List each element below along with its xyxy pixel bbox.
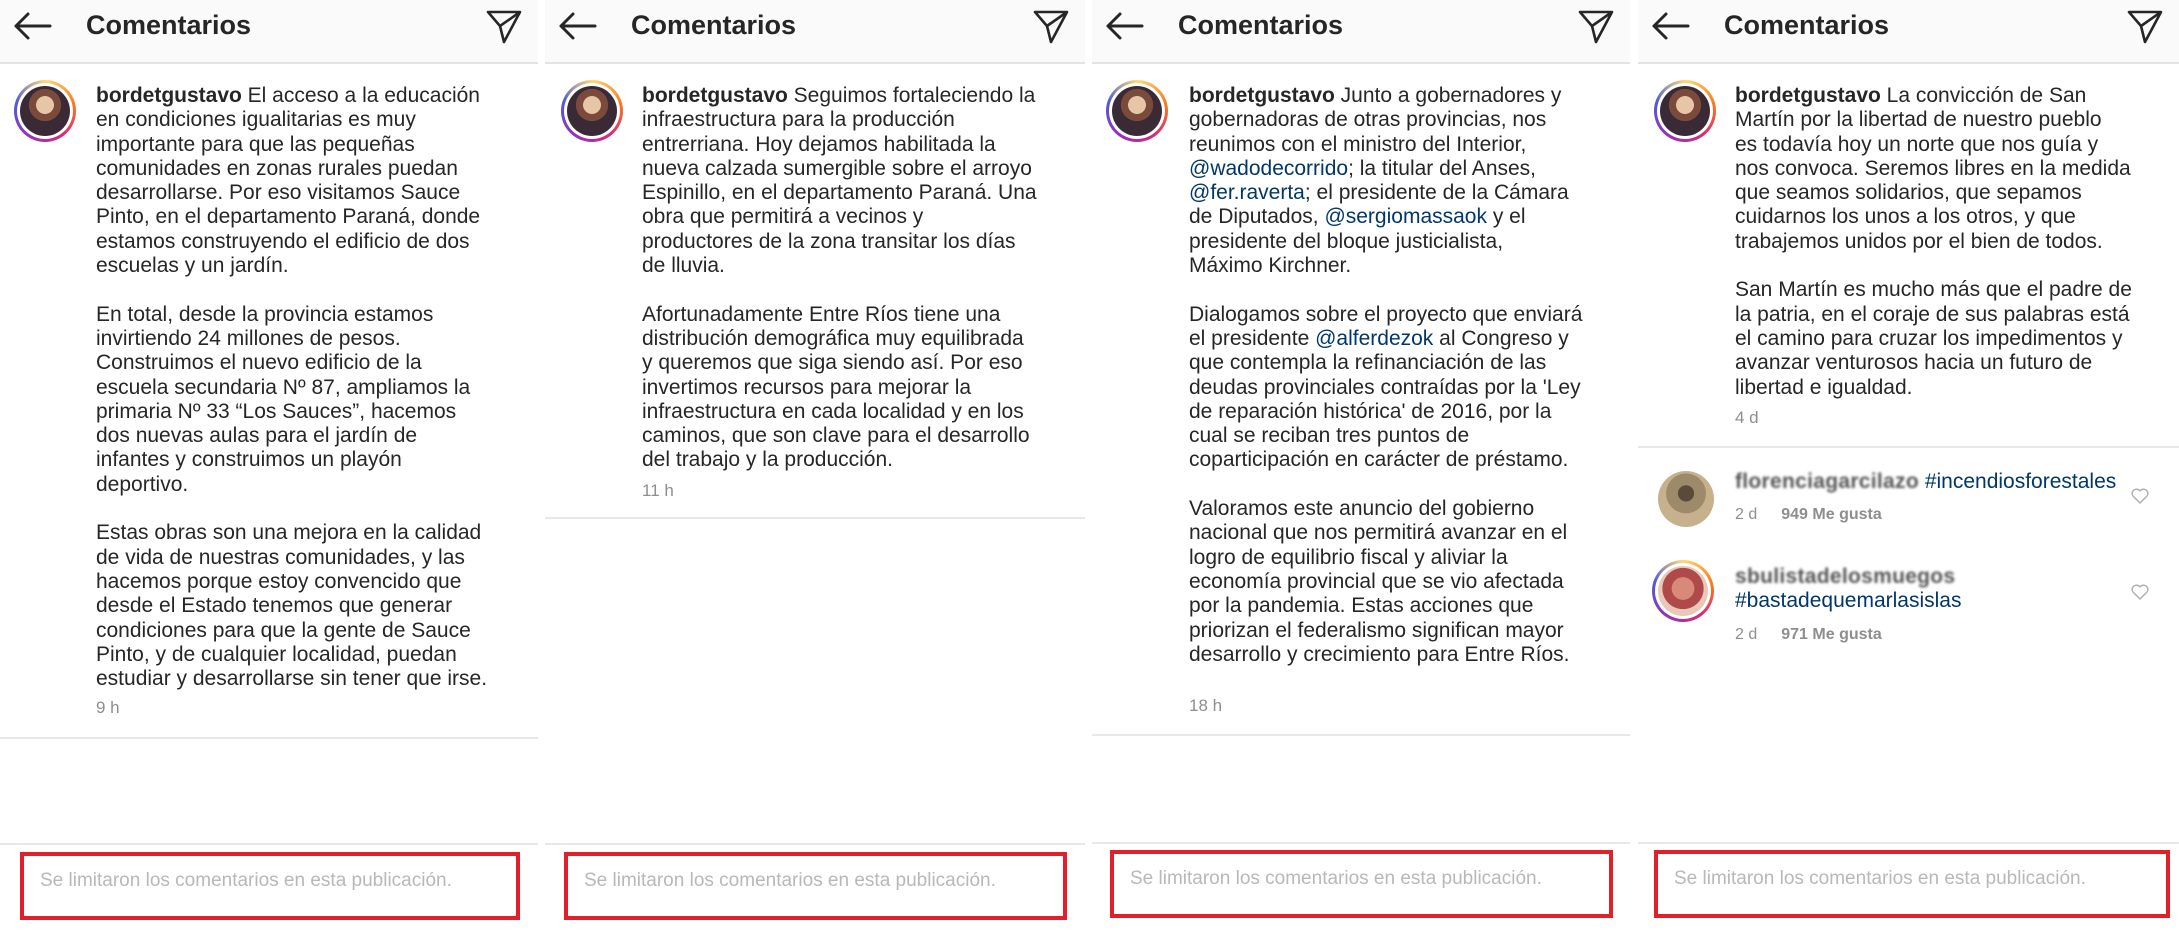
comments-limited-text: Se limitaron los comentarios en esta publicación.	[1674, 868, 2086, 889]
comments-limited-notice	[1110, 850, 1613, 918]
divider	[0, 737, 538, 739]
post-caption	[1735, 84, 2175, 400]
divider	[1638, 446, 2179, 448]
caption-text: ; la titular del Anses,	[1348, 156, 1537, 180]
caption-text: Junto a gobernadores y gobernadoras de otras provincias, nos reunimos con el ministro del Interior,	[1189, 84, 1562, 156]
caption-text: ; el presidente de la Cámara de Diputados,	[1189, 181, 1569, 229]
mention-link[interactable]: @fer.raverta	[1189, 181, 1305, 205]
panel-3	[1092, 0, 1630, 935]
caption-text: La convicción de San Martín por la libertad de nuestro pueblo es todavía hoy un norte que nos guía y nos convoca. Seremos libres en la medida que seamos solidarios, que sepamos cuidarnos los unos a los otros, y que trabajemos unidos por el bien de todos. San Martín es mucho más que el padre de la patria, en el coraje de sus palabras está el camino para cruzar los impedimentos y avanzar venturosos hacia un futuro de libertad e igualdad.	[1735, 84, 2132, 399]
mention-link[interactable]: @wadodecorrido	[1189, 156, 1349, 180]
avatar[interactable]	[1654, 80, 1716, 142]
username-link[interactable]: bordetgustavo	[1735, 84, 1881, 107]
comment-text	[1735, 565, 2165, 614]
comments-limited-text: Se limitaron los comentarios en esta publicación.	[1130, 868, 1542, 889]
comment-avatar[interactable]	[1652, 560, 1714, 622]
username-link[interactable]: bordetgustavo	[1189, 84, 1335, 107]
footer-divider	[1092, 842, 1630, 844]
header-bar	[0, 0, 538, 64]
username-link[interactable]: bordetgustavo	[96, 84, 242, 107]
comments-limited-text: Se limitaron los comentarios en esta publicación.	[584, 870, 996, 891]
like-heart-icon[interactable]	[2130, 486, 2150, 506]
post-caption	[642, 84, 1077, 473]
post-time: 4 d	[1735, 408, 1759, 427]
footer-divider	[0, 843, 538, 845]
caption-text: al Congreso y que contempla la refinanciación de las deudas provinciales contraídas por la 'Ley de reparación histórica' de 2016, por la cual se reciban tres puntos de coparticipación en carácter de préstamo. Valoramos este anuncio del gobierno nacional que nos permitirá avanzar en el logro de equilibrio fiscal y aliviar la economía provincial que se vio afectada por la pandemia. Estas acciones que priorizan el federalismo significan mayor desarrollo y crecimiento para Entre Ríos.	[1189, 326, 1581, 666]
comment-likes[interactable]: 971 Me gusta	[1781, 626, 1882, 643]
comment-time: 2 d	[1735, 506, 1758, 523]
post-caption	[1189, 84, 1624, 667]
back-arrow-icon[interactable]	[1648, 10, 1692, 42]
comments-limited-notice	[20, 852, 520, 920]
panel-1	[0, 0, 538, 935]
header-bar	[1092, 0, 1630, 64]
comment-username[interactable]: florenciagarcilazo	[1735, 470, 1919, 493]
back-arrow-icon[interactable]	[555, 10, 599, 42]
panel-2	[545, 0, 1085, 935]
comment-meta	[1735, 506, 1882, 524]
username-link[interactable]: bordetgustavo	[642, 84, 788, 107]
comment-likes[interactable]: 949 Me gusta	[1781, 506, 1882, 523]
share-send-icon[interactable]	[484, 6, 524, 46]
comments-limited-notice	[564, 852, 1067, 920]
share-send-icon[interactable]	[1576, 6, 1616, 46]
post-time: 18 h	[1189, 696, 1223, 715]
comment-avatar[interactable]	[1658, 471, 1714, 527]
divider	[1092, 734, 1630, 736]
footer-divider	[545, 843, 1085, 845]
comment-text	[1735, 470, 2165, 494]
like-heart-icon[interactable]	[2130, 582, 2150, 602]
page-title: Comentarios	[86, 10, 252, 40]
footer-divider	[1638, 842, 2179, 844]
post-time: 9 h	[96, 698, 120, 717]
comments-limited-text: Se limitaron los comentarios en esta publicación.	[40, 870, 452, 891]
panel-4	[1638, 0, 2179, 935]
page-title: Comentarios	[1178, 10, 1344, 40]
back-arrow-icon[interactable]	[10, 10, 54, 42]
back-arrow-icon[interactable]	[1102, 10, 1146, 42]
comment-meta	[1735, 626, 1882, 644]
page-title: Comentarios	[631, 10, 797, 40]
hashtag-link[interactable]: #incendiosforestales	[1924, 470, 2117, 493]
caption-text: Seguimos fortaleciendo la infraestructura para la producción entrerriana. Hoy dejamos habilitada la nueva calzada sumergible sobre el arroyo Espinillo, en el departamento Paraná. Una obra que permitirá a vecinos y productores de la zona transitar los días de lluvia. Afortunadamente Entre Ríos tiene una distribución demográfica muy equilibrada y queremos que siga siendo así. Por eso invertimos recursos para mejorar la infraestructura en cada localidad y en los caminos, que son clave para el desarrollo del trabajo y la producción.	[642, 84, 1037, 472]
header-bar	[1638, 0, 2179, 64]
comments-limited-notice	[1654, 850, 2170, 918]
caption-text: y el presidente del bloque justicialista, Máximo Kirchner. Dialogamos sobre el proyecto que enviará el presidente	[1189, 205, 1583, 350]
avatar[interactable]	[1106, 80, 1168, 142]
header-bar	[545, 0, 1085, 64]
avatar[interactable]	[561, 80, 623, 142]
post-caption	[96, 84, 526, 691]
mention-link[interactable]: @alferdezok	[1315, 326, 1434, 350]
hashtag-link[interactable]: #bastadequemarlasislas	[1735, 589, 1962, 613]
post-time: 11 h	[642, 481, 674, 500]
avatar[interactable]	[14, 80, 76, 142]
share-send-icon[interactable]	[1031, 6, 1071, 46]
comment-username[interactable]: sbulistadelosmuegos	[1735, 565, 1956, 588]
page-title: Comentarios	[1724, 10, 1890, 40]
share-send-icon[interactable]	[2125, 6, 2165, 46]
mention-link[interactable]: @sergiomassaok	[1324, 205, 1487, 229]
comment-time: 2 d	[1735, 626, 1758, 643]
caption-text: El acceso a la educación en condiciones igualitarias es muy importante para que las pequeñas comunidades en zonas rurales puedan desarrollarse. Por eso visitamos Sauce Pinto, en el departamento Paraná, donde estamos construyendo el edificio de dos escuelas y un jardín. En total, desde la provincia estamos invirtiendo 24 millones de pesos. Construimos el nuevo edificio de la escuela secundaria Nº 87, ampliamos la primaria Nº 33 “Los Sauces”, hacemos dos nuevas aulas para el jardín de infantes y construimos un playón deportivo. Estas obras son una mejora en la calidad de vida de nuestras comunidades, y las hacemos porque estoy convencido que desde el Estado tenemos que generar condiciones para que la gente de Sauce Pinto, y de cualquier localidad, puedan estudiar y desarrollarse sin tener que irse.	[96, 84, 488, 691]
divider	[545, 517, 1085, 519]
